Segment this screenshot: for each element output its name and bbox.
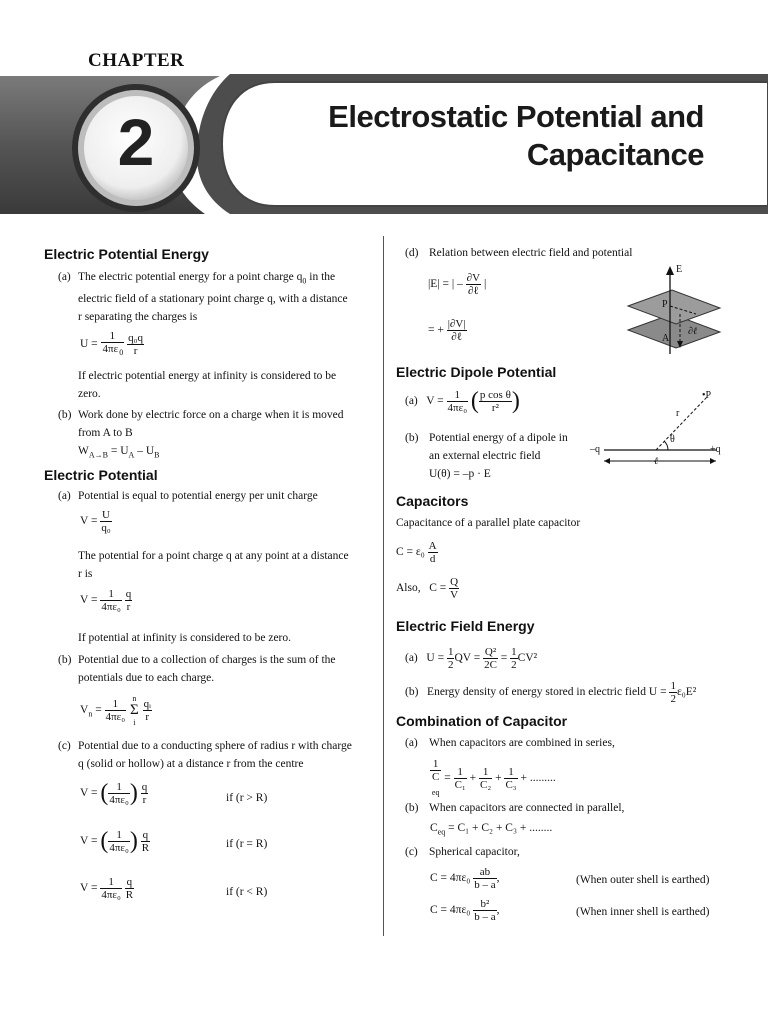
efe-item-b: (b) Energy density of energy stored in electric field U = $\frac{1}{2}$ ε₀E² <box>405 680 697 705</box>
series-formula: 1 C $_{eq}$ = $\frac{1}{\text{C₁}}$ + $\frac{1}{\text{C₂}}$ + $\frac{1}{\text{C₃}}$ + ......... <box>431 758 556 798</box>
relation-formula-1: |E| = | – $\frac{\partial V}{\text{∂ℓ}}$ | <box>428 272 487 297</box>
section-heading-dipole: Electric Dipole Potential <box>396 364 557 380</box>
comb-item-b: (b) When capacitors are connected in parallel, <box>405 802 625 814</box>
relation-item-d: (d) Relation between electric field and potential <box>405 247 633 259</box>
equipotential-plates-figure <box>620 262 730 362</box>
column-divider <box>383 236 384 936</box>
parallel-formula: $C_{eq} = C_1 + C_2 + C_3$ + ........ <box>430 822 553 837</box>
ep-formula-3: $V_n$ = $\frac{1}{\text{4πε₀}}$ n Σ i $\frac{\text{qᵢ}}{r}$ <box>80 694 151 727</box>
ep-formula-1: V = $\frac{U}{\text{q₀}}$ <box>80 509 111 534</box>
dipole-label-theta: θ <box>670 434 675 445</box>
epe-formula: U = $\frac{1}{4\pi\varepsilon_0}$ $\frac{\text{q₀q}}{r}$ <box>80 330 143 358</box>
section-heading-combination: Combination of Capacitor <box>396 713 568 729</box>
chapter-number: 2 <box>117 105 155 179</box>
sphere-cond-inside: if (r < R) <box>226 886 268 898</box>
fig-label-dl: ∂ℓ <box>688 326 698 337</box>
fig-label-E: E <box>676 264 683 275</box>
sphere-formula-inside: V = $\frac{1}{\text{4πε₀}}$ $\frac{q}{R}$ <box>80 876 134 901</box>
capacitors-text: Capacitance of a parallel plate capacitor <box>396 517 581 529</box>
sphere-cond-outside: if (r > R) <box>226 792 268 804</box>
comb-item-a: (a) When capacitors are combined in series, <box>405 737 615 749</box>
spherical-note-2: (When inner shell is earthed) <box>576 906 710 918</box>
dipole-label-p: •P <box>702 390 712 401</box>
dipole-formula-a: (a) V = $\frac{1}{\text{4πε₀}}$ ( $\frac{\text{p cos θ}}{\text{r²}}$ ) <box>405 388 520 414</box>
spherical-formula-1: C = 4πε₀ $\frac{ab}{b - a}$ , <box>430 866 500 891</box>
capacitor-formula-2: Also, C = $\frac{Q}{V}$ <box>396 576 459 601</box>
section-heading-epe: Electric Potential Energy <box>44 246 209 262</box>
ep-item-a: (a) Potential is equal to potential energy per unit charge <box>58 490 318 502</box>
sphere-cond-surface: if (r = R) <box>226 838 268 850</box>
comb-item-c: (c) Spherical capacitor, <box>405 846 520 858</box>
ep-item-b: (b) Potential due to a collection of charges is the sum of the potentials due to each charge. <box>58 654 336 684</box>
ep-formula-2: V = $\frac{1}{\text{4πε₀}}$ $\frac{q}{r}$ <box>80 588 132 613</box>
section-heading-capacitors: Capacitors <box>396 493 469 509</box>
epe-item-b: (b) Work done by electric force on a charge when it is moved from A to B $W_{A\to B} = U_A - U_B$ <box>58 409 344 460</box>
dipole-label-plus-q: +q <box>710 444 721 455</box>
dipole-label-r: r <box>676 408 680 419</box>
section-heading-ep: Electric Potential <box>44 467 158 483</box>
dipole-label-l: ℓ <box>654 456 659 467</box>
ep-item-c: (c) Potential due to a conducting sphere of radius r with charge q (solid or hollow) at a distance r from the centre <box>58 740 352 770</box>
fig-label-A: A <box>662 333 670 344</box>
spherical-note-1: (When outer shell is earthed) <box>576 874 710 886</box>
capacitor-formula-1: C = ε₀ $\frac{A}{d}$ <box>396 540 437 565</box>
epe-item-a: (a) The electric potential energy for a point charge $q_0$ in the electric field of a stationary point charge q, with a distance r separating the charges is <box>58 271 348 324</box>
spherical-formula-2: C = 4πε₀ $\frac{\text{b²}}{b - a}$ , <box>430 898 500 923</box>
relation-formula-2: = + $\frac{|\partial V|}{\text{∂ℓ}}$ <box>428 318 466 343</box>
sphere-formula-outside: V = ( $\frac{1}{\text{4πε₀}}$ ) $\frac{q}{r}$ <box>80 780 148 806</box>
chapter-label: CHAPTER <box>88 50 185 71</box>
ep-inf-note: If potential at infinity is considered to be zero. <box>78 632 292 644</box>
sphere-formula-surface: V = ( $\frac{1}{\text{4πε₀}}$ ) $\frac{q}{R}$ <box>80 828 150 854</box>
page-title: Electrostatic Potential and Capacitance <box>328 99 704 172</box>
epe-infinity-note: If electric potential energy at infinity is considered to be zero. <box>78 370 337 400</box>
dipole-item-b: (b) Potential energy of a dipole in an external electric field U(θ) = –p · E <box>405 432 568 480</box>
dipole-label-minus-q: –q <box>590 444 600 455</box>
ep-point-text: The potential for a point charge q at any point at a distance r is <box>78 550 349 580</box>
efe-formula-a: (a) U = $\frac{1}{2}$ QV = $\frac{\text{Q²}}{2C}$ = $\frac{1}{2}$ CV² <box>405 646 538 671</box>
section-heading-efe: Electric Field Energy <box>396 618 535 634</box>
fig-label-P: P <box>662 299 668 310</box>
